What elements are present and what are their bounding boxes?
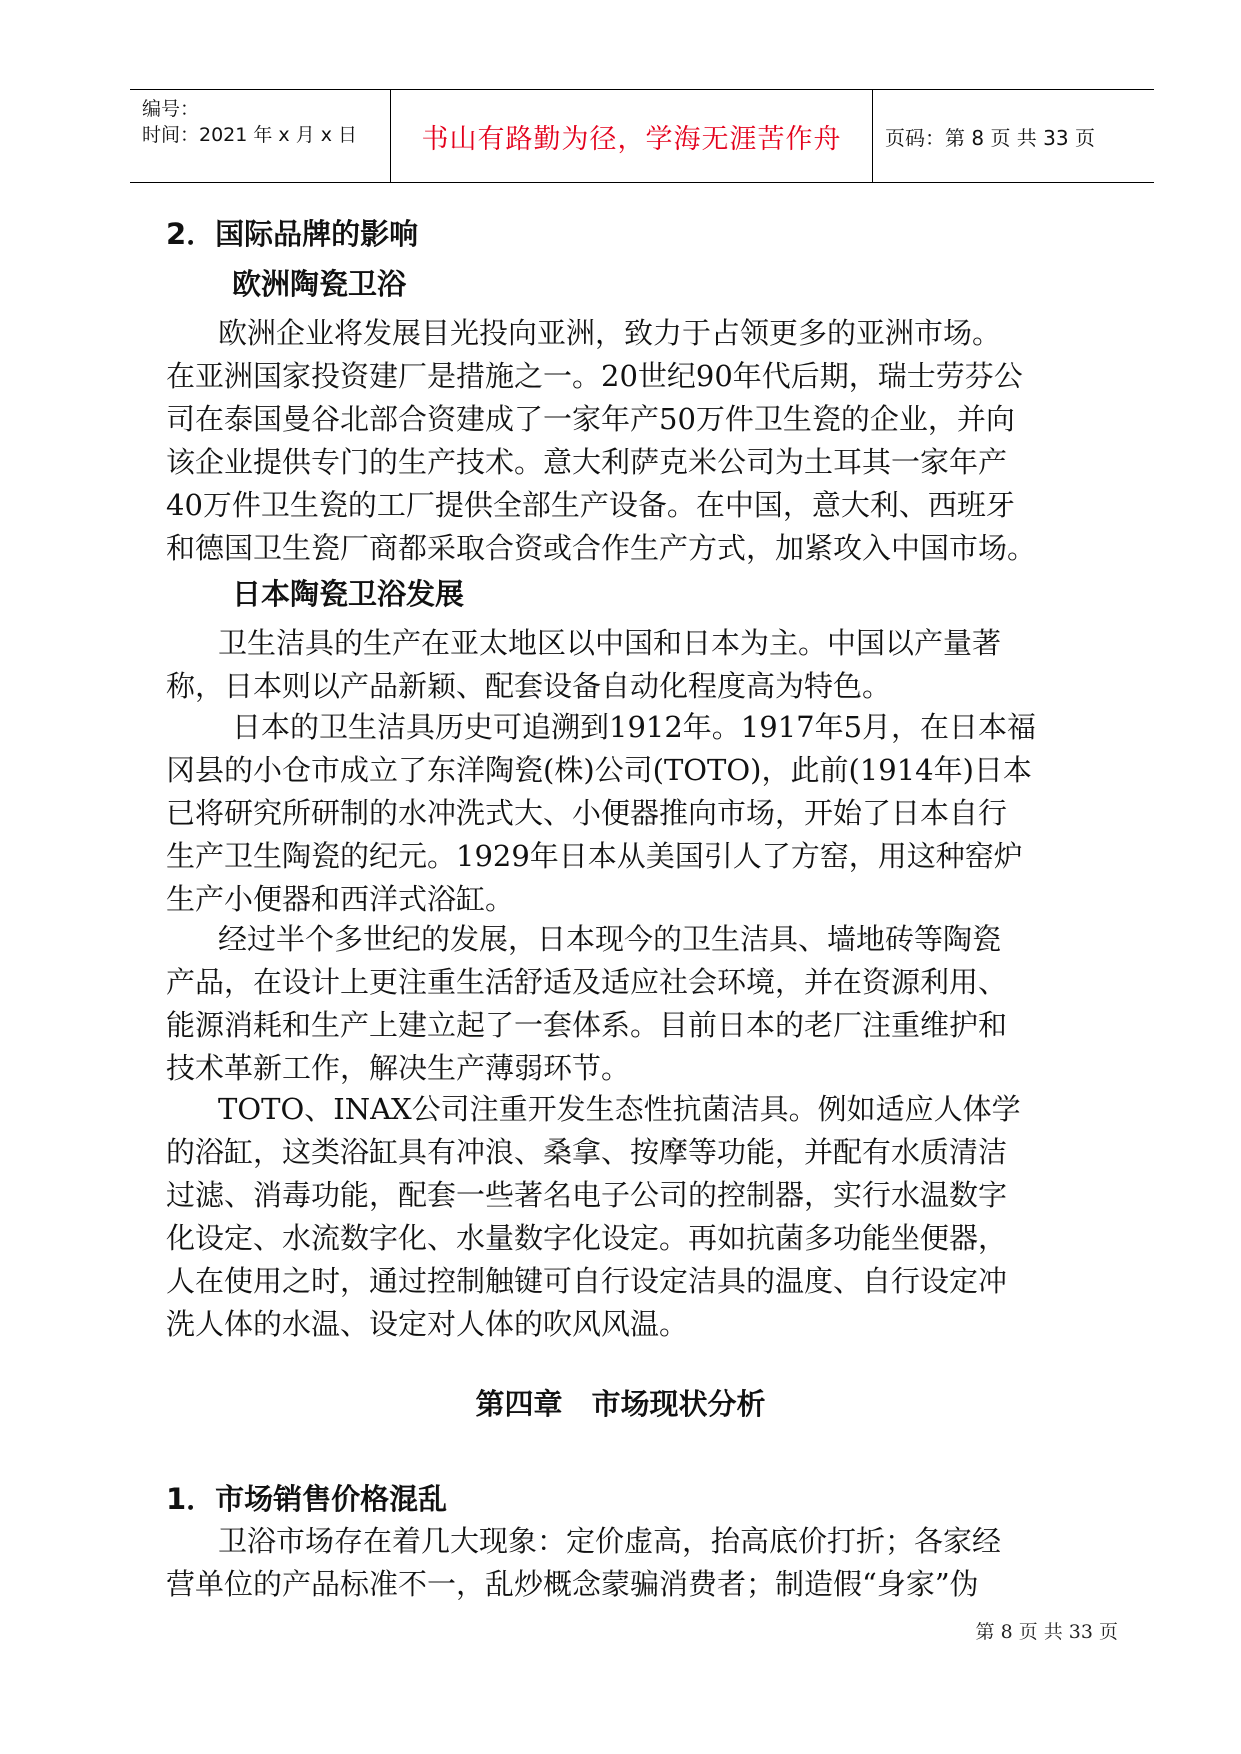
page-header	[130, 89, 1154, 183]
text-line: 冈县的小仓市成立了东洋陶瓷(株)公司(TOTO)，此前(1914年)日本	[166, 753, 1032, 787]
text-line: 司在泰国曼谷北部合资建成了一家年产50万件卫生瓷的企业，并向	[166, 402, 1015, 436]
text-line: 技术革新工作，解决生产薄弱环节。	[166, 1051, 631, 1085]
page-footer: 第 8 页 共 33 页	[975, 1621, 1118, 1643]
text-line: 的浴缸，这类浴缸具有冲浪、桑拿、按摩等功能，并配有水质清洁	[166, 1135, 1008, 1169]
text-line: 已将研究所研制的水冲洗式大、小便器推向市场，开始了日本自行	[166, 796, 1008, 830]
section-heading: 1．市场销售价格混乱	[166, 1482, 448, 1516]
text-line: 人在使用之时，通过控制触键可自行设定洁具的温度、自行设定冲	[166, 1264, 1008, 1298]
text-line: 日本的卫生洁具历史可追溯到1912年。1917年5月，在日本福	[232, 710, 1037, 744]
header-page-cell	[873, 90, 1154, 182]
header-page-info: 页码：第 8 页 共 33 页	[885, 125, 1095, 150]
header-meta-cell	[130, 90, 391, 182]
header-time-label: 时间：2021 年 x 月 x 日	[142, 124, 358, 146]
text-line: 在亚洲国家投资建厂是措施之一。20世纪90年代后期，瑞士劳芬公	[166, 359, 1023, 393]
section-heading: 2．国际品牌的影响	[166, 217, 419, 251]
text-line: 卫浴市场存在着几大现象：定价虚高，抬高底价打折；各家经	[218, 1524, 1002, 1558]
text-line: 能源消耗和生产上建立起了一套体系。目前日本的老厂注重维护和	[166, 1008, 1008, 1042]
chapter-title: 第四章 市场现状分析	[475, 1387, 766, 1421]
text-line: TOTO、INAX公司注重开发生态性抗菌洁具。例如适应人体学	[218, 1092, 1021, 1126]
text-line: 该企业提供专门的生产技术。意大利萨克米公司为土耳其一家年产	[166, 445, 1008, 479]
text-line: 欧洲企业将发展目光投向亚洲，致力于占领更多的亚洲市场。	[218, 316, 1002, 350]
text-line: 40万件卫生瓷的工厂提供全部生产设备。在中国，意大利、西班牙	[166, 488, 1015, 522]
header-number-label: 编号：	[142, 98, 200, 120]
text-line: 称，日本则以产品新颖、配套设备自动化程度高为特色。	[166, 669, 892, 703]
paragraph-japan-4	[166, 1088, 1126, 1346]
text-line: 经过半个多世纪的发展，日本现今的卫生洁具、墙地砖等陶瓷	[218, 922, 1002, 956]
paragraph-japan-2	[166, 706, 1126, 921]
text-line: 卫生洁具的生产在亚太地区以中国和日本为主。中国以产量著	[218, 626, 1002, 660]
text-line: 营单位的产品标准不一，乱炒概念蒙骗消费者；制造假“身家”伪	[166, 1567, 979, 1601]
text-line: 洗人体的水温、设定对人体的吹风风温。	[166, 1307, 689, 1341]
paragraph-europe	[166, 312, 1126, 570]
text-line: 化设定、水流数字化、水量数字化设定。再如抗菌多功能坐便器，	[166, 1221, 1008, 1255]
subsection-title-europe: 欧洲陶瓷卫浴	[232, 267, 407, 301]
text-line: 和德国卫生瓷厂商都采取合资或合作生产方式，加紧攻入中国市场。	[166, 531, 1037, 565]
text-line: 产品，在设计上更注重生活舒适及适应社会环境，并在资源利用、	[166, 965, 1008, 999]
text-line: 生产卫生陶瓷的纪元。1929年日本从美国引人了方窑，用这种窑炉	[166, 839, 1023, 873]
paragraph-market	[166, 1520, 1126, 1606]
header-motto-cell	[391, 90, 873, 182]
paragraph-japan-1	[166, 622, 1126, 708]
subsection-title-japan: 日本陶瓷卫浴发展	[232, 577, 465, 611]
text-line: 生产小便器和西洋式浴缸。	[166, 882, 515, 916]
text-line: 过滤、消毒功能，配套一些著名电子公司的控制器，实行水温数字	[166, 1178, 1008, 1212]
header-motto: 书山有路勤为径，学海无涯苦作舟	[421, 123, 842, 155]
paragraph-japan-3	[166, 918, 1126, 1090]
